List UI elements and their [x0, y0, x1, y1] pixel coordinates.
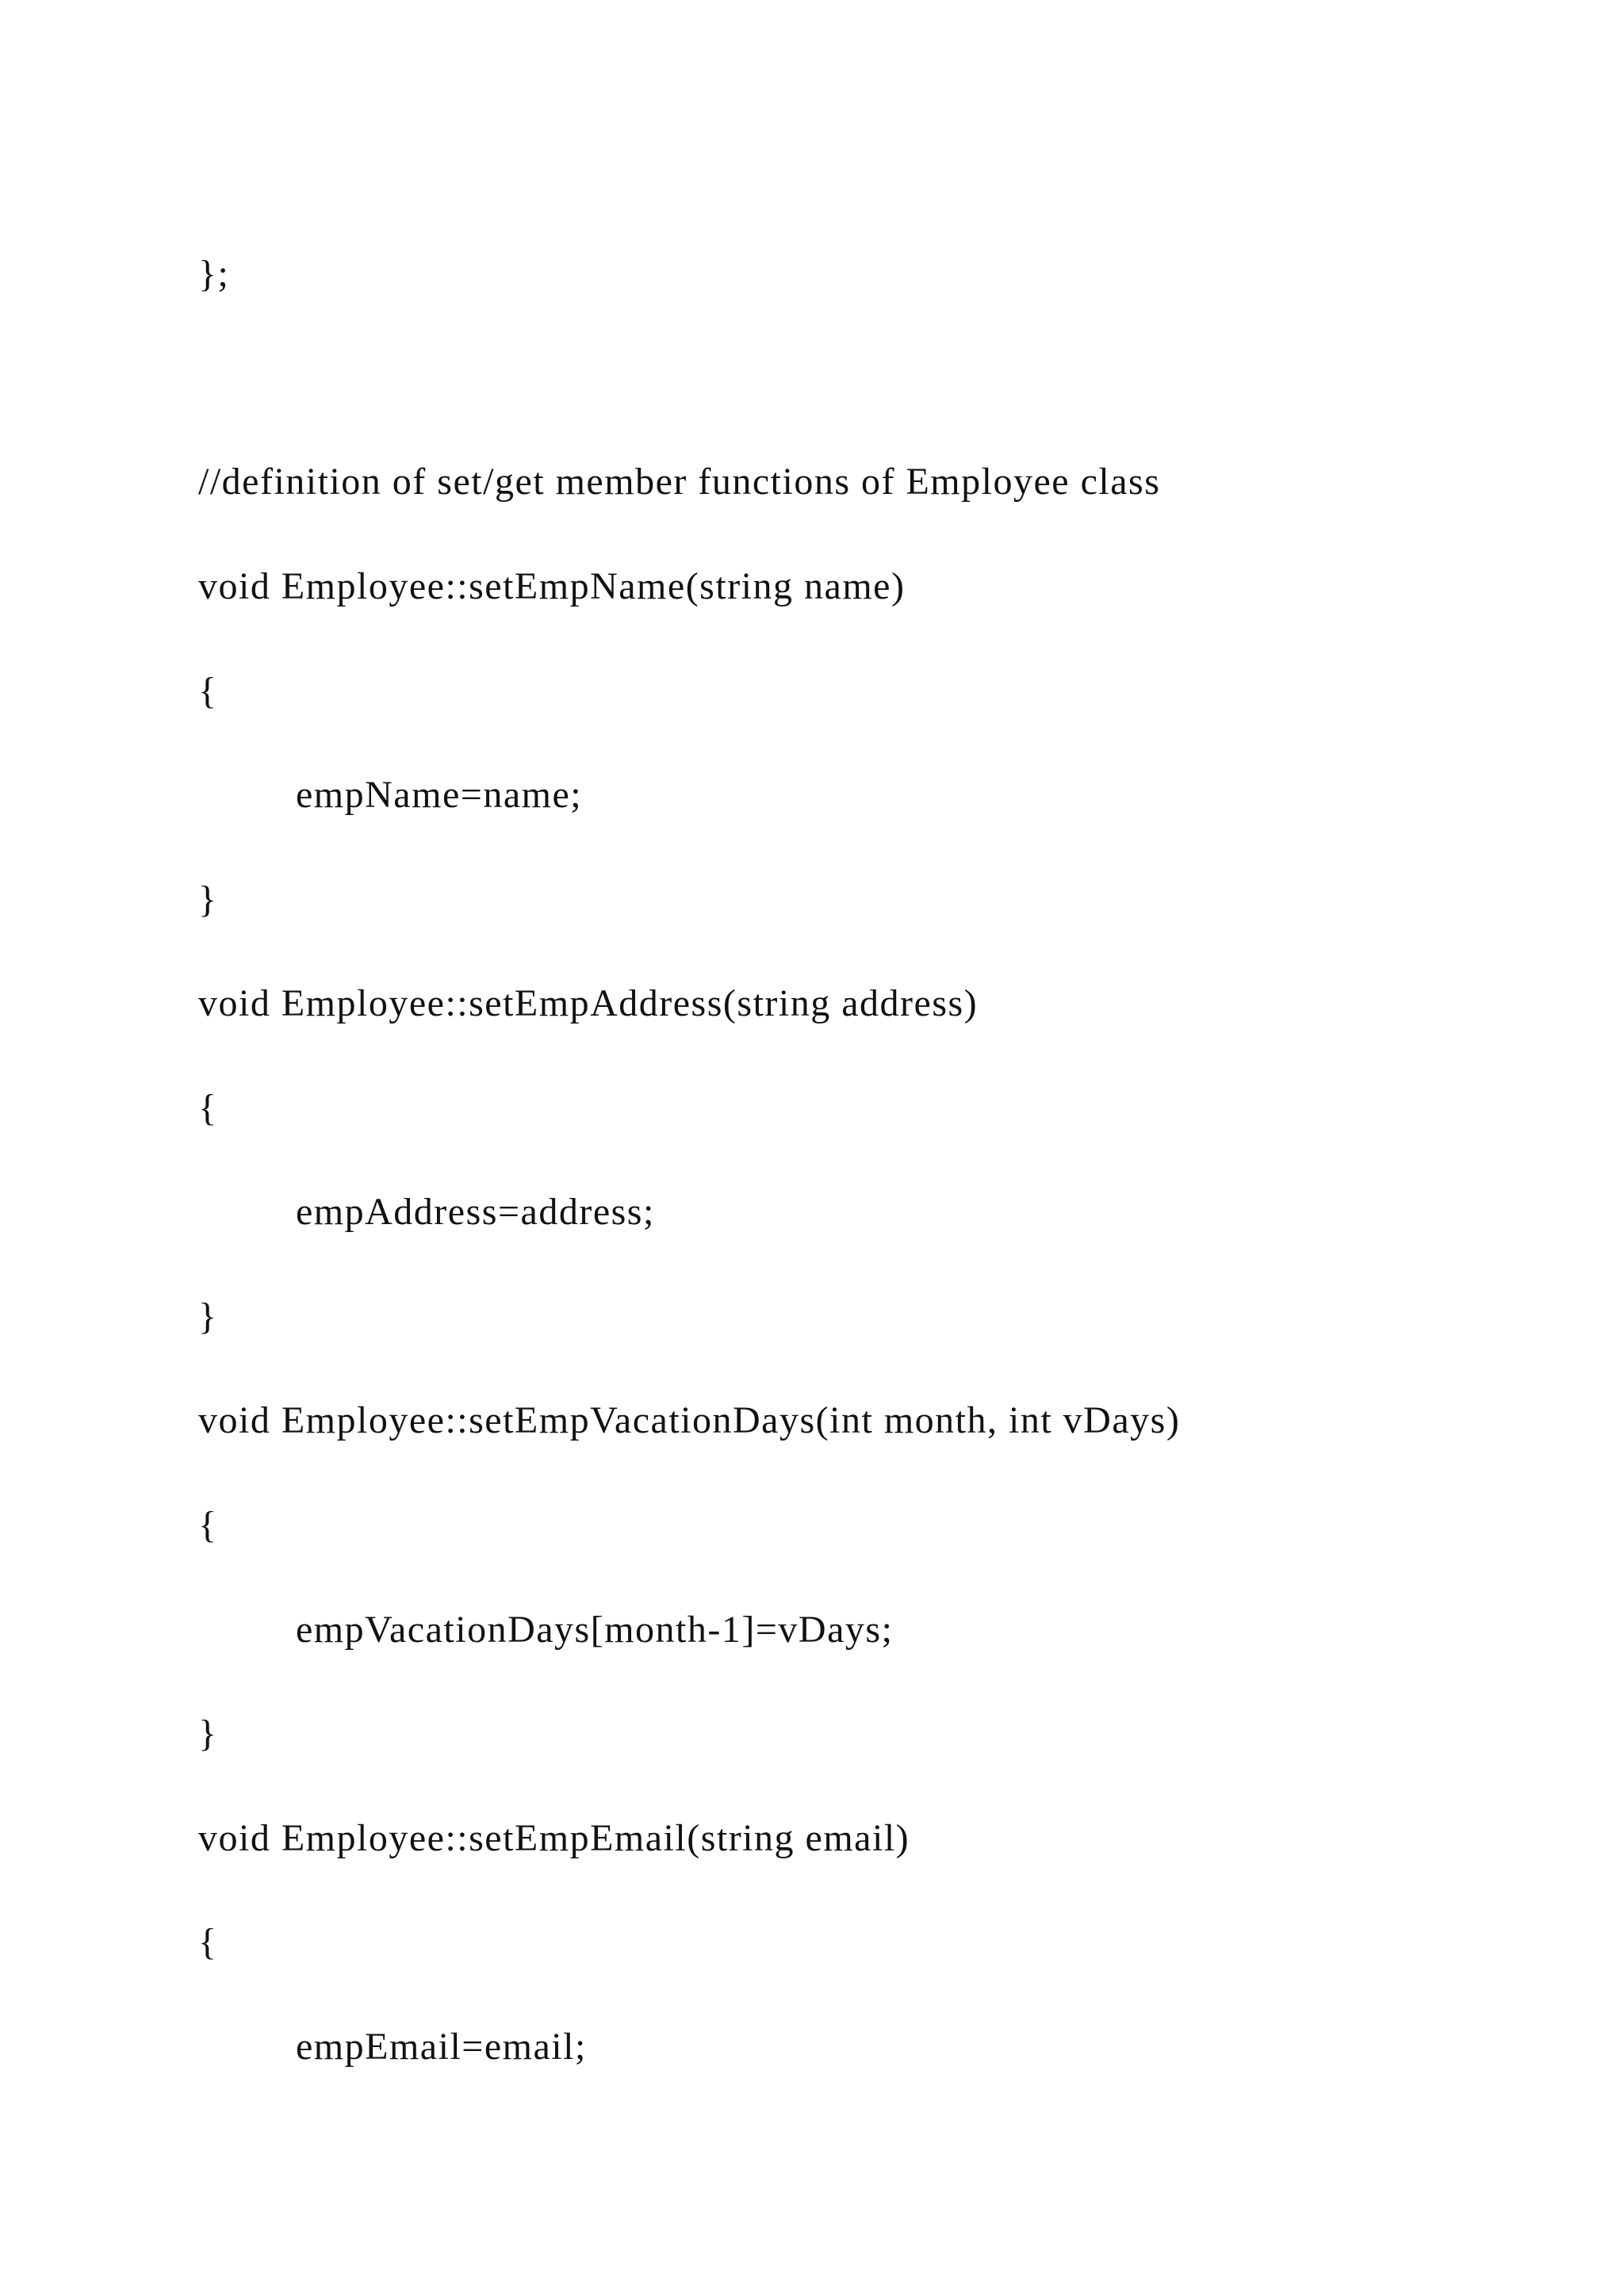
code-line-class-close: };: [198, 253, 230, 295]
code-line-set-emp-address-body: empAddress=address;: [296, 1191, 655, 1233]
code-line-set-emp-email-body: empEmail=email;: [296, 2026, 587, 2068]
code-comment: //definition of set/get member functions of Employee class: [198, 461, 1161, 503]
code-line-close-brace: }: [198, 878, 218, 920]
code-line-open-brace: {: [198, 670, 218, 712]
code-line-set-emp-vacation-days-body: empVacationDays[month-1]=vDays;: [296, 1609, 894, 1651]
code-line-set-emp-name-signature: void Employee::setEmpName(string name): [198, 565, 906, 607]
code-line-open-brace: {: [198, 1087, 218, 1129]
code-line-set-emp-address-signature: void Employee::setEmpAddress(string address): [198, 982, 979, 1024]
code-line-close-brace: }: [198, 1712, 218, 1755]
code-line-set-emp-vacation-days-signature: void Employee::setEmpVacationDays(int month, int vDays): [198, 1399, 1181, 1441]
code-line-set-emp-name-body: empName=name;: [296, 774, 583, 816]
code-line-open-brace: {: [198, 1504, 218, 1546]
code-line-close-brace: }: [198, 1295, 218, 1337]
code-line-set-emp-email-signature: void Employee::setEmpEmail(string email): [198, 1817, 910, 1859]
code-line-open-brace: {: [198, 1921, 218, 1963]
